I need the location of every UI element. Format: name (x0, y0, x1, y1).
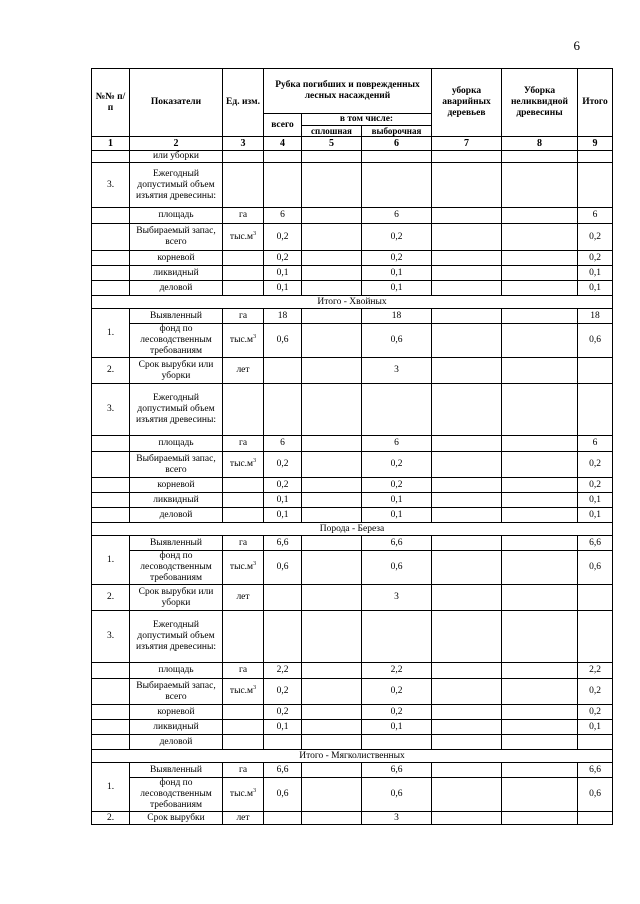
cell-unit: $тыс.м^3$ (223, 224, 264, 251)
cell-value: 0,1 (362, 493, 432, 508)
col-number: 6 (362, 137, 432, 151)
cell-label: Выявленный (130, 536, 223, 551)
cell-value: 3 (362, 812, 432, 825)
section-row (92, 523, 613, 536)
cell-unit: га (223, 436, 264, 452)
cell-value: 6 (362, 436, 432, 452)
cell-value: 0,2 (578, 251, 613, 266)
cell-value: 0,6 (362, 551, 432, 585)
cell-value: 6 (578, 436, 613, 452)
cell-label: корневой (130, 251, 223, 266)
cell-unit: га (223, 763, 264, 778)
cell-value: 0,2 (264, 251, 302, 266)
table-row (92, 309, 613, 324)
cell-label: Ежегодный допустимый объем изъятия древесины: (130, 163, 223, 208)
cell-value: 0,2 (264, 705, 302, 720)
cell-value: 0,1 (578, 508, 613, 523)
col-number: 8 (502, 137, 578, 151)
cell-value: 6,6 (264, 536, 302, 551)
row-number: 1. (92, 309, 130, 358)
header-unit: Ед. изм. (223, 69, 264, 137)
section-title: Порода - Береза (92, 523, 613, 536)
cell-unit: лет (223, 358, 264, 384)
cell-label: ликвидный (130, 493, 223, 508)
cell-value: 0,2 (362, 452, 432, 478)
cell-value: 3 (362, 585, 432, 611)
cell-value: 0,1 (264, 281, 302, 296)
header-itogo: Итого (578, 69, 613, 137)
col-number: 5 (302, 137, 362, 151)
cell-value: 0,1 (578, 720, 613, 735)
cell-value: 18 (264, 309, 302, 324)
cell-value: 6 (264, 436, 302, 452)
cell-label: Выбираемый запас, всего (130, 679, 223, 705)
header-emergency: уборка аварийных деревьев (432, 69, 502, 137)
cell-value: 0,2 (578, 452, 613, 478)
table-row (92, 224, 613, 251)
row-number: 1. (92, 536, 130, 585)
cell-label: Выбираемый запас, всего (130, 452, 223, 478)
cell-value: 0,1 (362, 266, 432, 281)
cell-label: ликвидный (130, 720, 223, 735)
cell-value: 0,1 (362, 508, 432, 523)
table-row (92, 493, 613, 508)
cell-value: 0,2 (264, 452, 302, 478)
table-row (92, 663, 613, 679)
cell-unit: га (223, 309, 264, 324)
cell-label: Выявленный (130, 309, 223, 324)
cell-unit: $тыс.м^3$ (223, 778, 264, 812)
table-row (92, 536, 613, 551)
cell-label: деловой (130, 735, 223, 750)
cell-value: 0,6 (578, 778, 613, 812)
header-num: №№ п/п (92, 69, 130, 137)
table-row (92, 585, 613, 611)
table-row (92, 508, 613, 523)
cell-label: фонд по лесоводственным требованиям (130, 778, 223, 812)
cell-label: корневой (130, 478, 223, 493)
cell-value: 2,2 (264, 663, 302, 679)
cell-value: 0,6 (362, 778, 432, 812)
cell-value: 0,2 (362, 224, 432, 251)
col-number: 9 (578, 137, 613, 151)
table-row (92, 251, 613, 266)
col-number: 1 (92, 137, 130, 151)
cell-value: 0,2 (362, 478, 432, 493)
table-row (92, 478, 613, 493)
cell-value: 0,2 (578, 224, 613, 251)
table-row (92, 551, 613, 585)
header-nonliquid: Уборка неликвидной древесины (502, 69, 578, 137)
cell-label: Ежегодный допустимый объем изъятия древесины: (130, 384, 223, 436)
table-row (92, 324, 613, 358)
cell-value: 6,6 (264, 763, 302, 778)
cell-value: 6 (578, 208, 613, 224)
cell-label: деловой (130, 281, 223, 296)
felling-table (91, 68, 613, 825)
cell-value: 0,6 (362, 324, 432, 358)
cell-value: 0,2 (362, 251, 432, 266)
cell-label: Выбираемый запас, всего (130, 224, 223, 251)
col-number: 3 (223, 137, 264, 151)
cell-label: ликвидный (130, 266, 223, 281)
cell-label: деловой (130, 508, 223, 523)
cell-value: 0,1 (264, 493, 302, 508)
table-row (92, 735, 613, 750)
cell-unit: лет (223, 812, 264, 825)
cell-value: 0,2 (362, 679, 432, 705)
table-row (92, 358, 613, 384)
table-row (92, 679, 613, 705)
cell-value: 0,6 (578, 324, 613, 358)
section-title: Итого - Мягколиственных (92, 750, 613, 763)
table-row (92, 611, 613, 663)
cell-value: 6 (264, 208, 302, 224)
col-number: 4 (264, 137, 302, 151)
header-selective: выборочная (362, 125, 432, 136)
cell-label: фонд по лесоводственным требованиям (130, 551, 223, 585)
table-row (92, 436, 613, 452)
cell-unit: га (223, 208, 264, 224)
cell-label: Срок вырубки или уборки (130, 585, 223, 611)
cell-label: или уборки (130, 151, 223, 163)
cell-unit: га (223, 663, 264, 679)
cell-label: корневой (130, 705, 223, 720)
cell-label: Выявленный (130, 763, 223, 778)
cell-label: Срок вырубки (130, 812, 223, 825)
table-row (92, 720, 613, 735)
col-number: 7 (432, 137, 502, 151)
cell-unit: лет (223, 585, 264, 611)
cell-value: 0,2 (578, 705, 613, 720)
cell-value: 6,6 (578, 763, 613, 778)
table-row (92, 452, 613, 478)
cell-value: 0,2 (264, 224, 302, 251)
cell-value: 0,6 (264, 551, 302, 585)
cell-value: 6 (362, 208, 432, 224)
header-including: в том числе: (302, 114, 432, 126)
cell-unit: га (223, 536, 264, 551)
cell-unit: $тыс.м^3$ (223, 679, 264, 705)
table-row (92, 151, 613, 163)
cell-value: 18 (578, 309, 613, 324)
row-number: 1. (92, 763, 130, 812)
cell-value: 0,1 (362, 720, 432, 735)
table-row (92, 163, 613, 208)
cell-value: 0,1 (578, 281, 613, 296)
row-number: 3. (92, 384, 130, 436)
section-row (92, 296, 613, 309)
cell-value: 3 (362, 358, 432, 384)
cell-label: Срок вырубки или уборки (130, 358, 223, 384)
cell-value: 0,6 (578, 551, 613, 585)
row-number: 3. (92, 611, 130, 663)
table-row (92, 778, 613, 812)
cell-label: площадь (130, 208, 223, 224)
cell-label: Ежегодный допустимый объем изъятия древесины: (130, 611, 223, 663)
header-felling: Рубка погибших и поврежденных лесных насаждений (264, 69, 432, 114)
cell-value: 0,2 (578, 478, 613, 493)
cell-value: 0,1 (264, 508, 302, 523)
cell-label: фонд по лесоводственным требованиям (130, 324, 223, 358)
header-indicators: Показатели (130, 69, 223, 137)
cell-unit: $тыс.м^3$ (223, 452, 264, 478)
cell-unit: $тыс.м^3$ (223, 324, 264, 358)
col-number: 2 (130, 137, 223, 151)
table-row (92, 384, 613, 436)
cell-value: 2,2 (578, 663, 613, 679)
cell-value: 0,6 (264, 324, 302, 358)
cell-value: 0,1 (578, 493, 613, 508)
section-row (92, 750, 613, 763)
cell-value: 6,6 (362, 536, 432, 551)
cell-value: 6,6 (578, 536, 613, 551)
header-clear: сплошная (302, 125, 362, 136)
cell-value: 2,2 (362, 663, 432, 679)
table-row (92, 266, 613, 281)
cell-value: 0,6 (264, 778, 302, 812)
cell-label: площадь (130, 436, 223, 452)
cell-value: 0,2 (362, 705, 432, 720)
table-row (92, 705, 613, 720)
cell-value: 0,1 (264, 720, 302, 735)
row-number: 3. (92, 163, 130, 208)
cell-value: 18 (362, 309, 432, 324)
table-row (92, 281, 613, 296)
table-row (92, 208, 613, 224)
cell-unit: $тыс.м^3$ (223, 551, 264, 585)
page-number: 6 (573, 38, 580, 53)
cell-value: 0,1 (264, 266, 302, 281)
cell-value: 0,2 (264, 478, 302, 493)
cell-value: 0,2 (264, 679, 302, 705)
header-total: всего (264, 114, 302, 137)
row-number: 2. (92, 358, 130, 384)
row-number: 2. (92, 585, 130, 611)
row-number: 2. (92, 812, 130, 825)
cell-label: площадь (130, 663, 223, 679)
cell-value: 0,2 (578, 679, 613, 705)
cell-value: 6,6 (362, 763, 432, 778)
cell-value: 0,1 (362, 281, 432, 296)
table-row (92, 763, 613, 778)
table-row (92, 812, 613, 825)
cell-value: 0,1 (578, 266, 613, 281)
section-title: Итого - Хвойных (92, 296, 613, 309)
